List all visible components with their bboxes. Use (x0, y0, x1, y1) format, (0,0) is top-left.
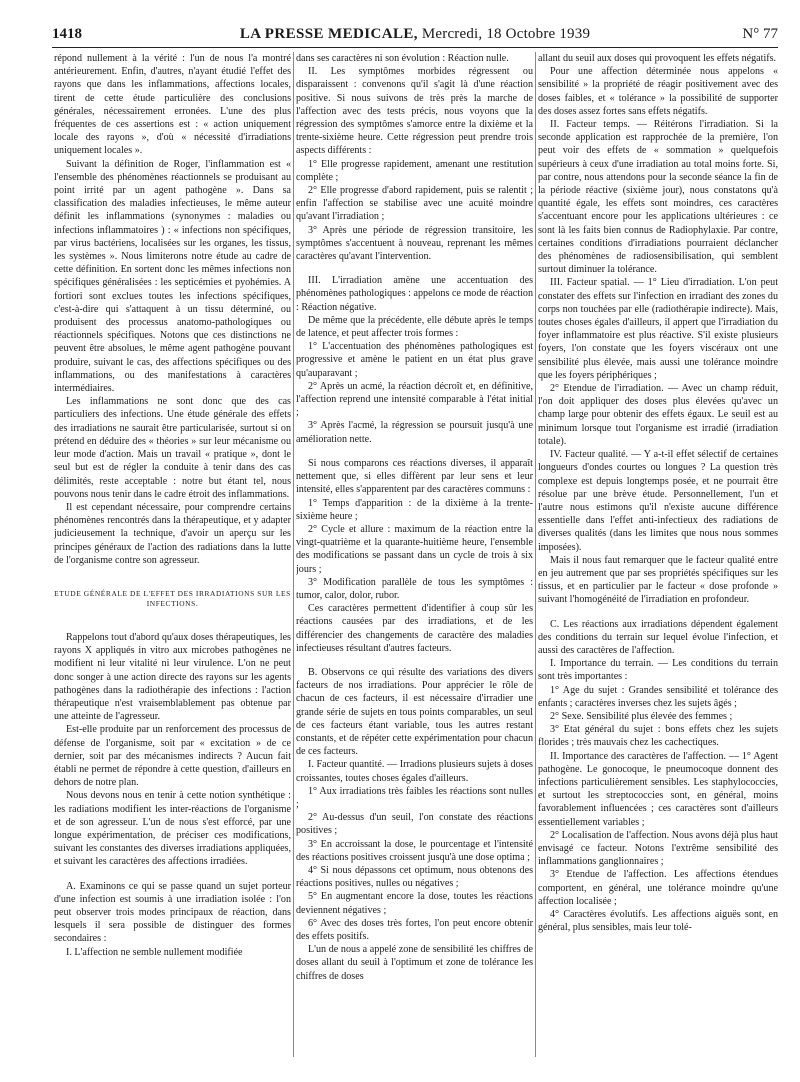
paragraph: 3° En accroissant la dose, le pourcentage et l'intensité des réactions positives croissent jusqu'à une dose optima ; (296, 838, 533, 863)
journal-masthead (52, 26, 778, 43)
paragraph: 4° Si nous dépassons cet optimum, nous obtenons des réactions positives, nulles ou négatives ; (296, 864, 533, 890)
paragraph: II. Les symptômes morbides régressent ou disparaissent : convenons qu'il s'agit là d'une réaction positive. Si nous suivons de très près la marche de l'affection avec des tests précis, nous voyons que la régression des symptômes s'amorce entre la dixième et la trente-sixième heure. Cette régression peut prendre trois aspects différents : (296, 66, 533, 157)
paragraph: 2° Elle progresse d'abord rapidement, puis se ralentit ; enfin l'affection se stabilise avec une acuité moindre qu'avant l'irradiation ; (296, 185, 533, 223)
paragraph: Rappelons tout d'abord qu'aux doses thérapeutiques, les rayons X appliqués in vitro aux microbes pathogènes ne modifient ni leur vitalité ni leur virulence. L'on ne peut donc songer à une action directe des rayons sur les agents pathogènes dans la radiothérapie des infections : l'action thérapeutique n'est vraisemblablement pas obtenue par une atteinte de l'agresseur. (54, 631, 291, 723)
paragraph: Les inflammations ne sont donc que des cas particuliers des infections. Une étude générale des effets des irradiations ne saurait être particularisée, surtout si on prétend en déduire des « théories » sur leur mécanisme ou leur mode d'action. Mais un travail « pratique », dont le seul but est de régler la conduite à tenir dans des cas délimités, reste acceptable : notre but étant tel, nous pouvons nous tenir dans le cadre étroit des inflammations. (54, 396, 291, 500)
paragraph: Suivant la définition de Roger, l'inflammation est « l'ensemble des phénomènes réactionnels se produisant au point irrité par un agent pathogène ». Dans sa classification des maladies infectieuses, le même auteur définit les inflammations (synonymes : maladies ou infections inflammatoires ) : « infections non spécifiques, par virus bactériens, localisées sur les organes, les tissus, les systèmes ». Nous limiterons notre étude au cadre de cette définition. En sortent donc les mêmes infections non spécifiques généralisées : les septicémies et pyohémies. A fortiori sont exclues toutes les infections spécifiques, c'est-à-dire qui s'attaquent à un tissu déterminé, ou produisent des processus anatomo-pathologiques ou réactionnels spécifiques. Notons que ces distinctions ne peuvent être absolues, le même agent pathogène pouvant produire, suivant le cas, des affections spécifiques ou des inflammations, ou des manifestations à caractères intermédiaires. (54, 158, 291, 395)
paragraph: 2° Cycle et allure : maximum de la réaction entre la vingt-quatrième et la quarante-huitième heure, l'ensemble des modifications se passant dans un cycle de trois à six jours ; (296, 523, 533, 575)
paragraph: 1° Temps d'apparition : de la dixième à la trente-sixième heure ; (296, 497, 533, 522)
paragraph: III. Facteur spatial. — 1° Lieu d'irradiation. L'on peut constater des effets sur l'infection en irradiant des zones du corps non touchées par elle (radiothérapie indirecte). Mais, toutes choses égales d'ailleurs, il appert que l'irradiation du foyer inflammatoire est plus réactive. S'il existe plusieurs foyers, l'on constate que les foyers viscéraux ont une sensibilité plus élevée, mais aussi une tolérance moindre que les foyers périphériques ; (538, 277, 778, 381)
paragraph: 1° L'accentuation des phénomènes pathologiques est progressive et amène le patient en un état plus grave qu'auparavant ; (296, 341, 533, 379)
paragraph: 2° Sexe. Sensibilité plus élevée des femmes ; (550, 710, 733, 722)
paragraph: allant du seuil aux doses qui provoquent les effets négatifs. (538, 53, 777, 64)
paragraph: 3° Modification parallèle de tous les symptômes : tumor, calor, dolor, rubor. (296, 576, 533, 601)
paragraph: A. Examinons ce qui se passe quand un sujet porteur d'une infection est soumis à une irradiation isolée : l'on peut observer trois modes principaux de réaction, dans lesquels il sera possible de distinguer des formes secondaires : (54, 880, 291, 945)
paragraph: Nous devons nous en tenir à cette notion synthétique : les radiations modifient les inter-réactions de l'organisme et de son agresseur. L'un de nous s'est efforcé, par une longue expérimentation, de préciser ces modifications, suivant les constantes des diverses irradiations appliquées, et suivant les caractères des affections irradiées. (54, 790, 291, 868)
paragraph: 3° Après l'acmé, la régression se poursuit jusqu'à une amélioration nette. (296, 420, 533, 445)
paragraph: De même que la précédente, elle débute après le temps de latence, et peut affecter trois formes : (296, 314, 533, 340)
page-header (52, 26, 778, 48)
paragraph: 1° Age du sujet : Grandes sensibilité et tolérance des enfants ; caractères inverses chez les sujets âgés ; (538, 684, 778, 709)
paragraph: II. Facteur temps. — Réitérons l'irradiation. Si la seconde application est rapprochée de la première, l'on peut voir des effets de « sommation » quelquefois supérieurs à ceux d'une irradiation au total moins forte. Si, par contre, nous attendons pour la seconde séance la fin de la période réactive (sixième jour), nous constatons qu'à quantité égale, les effets sont moindres, ces caractères s'accentuant encore pour les applications ultérieures : ce sont là les faits bien connus de Radiophylaxie. Par contre, certaines conditions d'irradiations pourraient déclancher des phénomènes de radiosensibilisation, qui semblent surtout diminuer la tolérance. (538, 119, 778, 276)
paragraph: II. Importance des caractères de l'affection. — 1° Agent pathogène. Le gonocoque, le pneumocoque donnent des infections particulièrement sensibles. Les staphylococcies, et surtout les streptococcies sont, en général, moins favorablement influencées ; ces caractères sont d'ailleurs essentiellement variables ; (538, 750, 778, 828)
paragraph: 1° Elle progresse rapidement, amenant une restitution complète ; (296, 158, 533, 183)
paragraph: dans ses caractères ni son évolution : Réaction nulle. (296, 53, 509, 64)
paragraph: 5° En augmentant encore la dose, toutes les réactions deviennent négatives ; (296, 891, 533, 916)
paragraph: 6° Avec des doses très fortes, l'on peut encore obtenir des effets positifs. (296, 917, 533, 942)
paragraph: I. Facteur quantité. — Irradions plusieurs sujets à doses croissantes, toutes choses égales d'ailleurs. (296, 759, 533, 784)
paragraph: 2° Localisation de l'affection. Nous avons déjà plus haut envisagé ce facteur. Notons l'extrême sensibilité des inflammations ganglionnaires ; (538, 829, 778, 868)
column-2 (296, 52, 536, 1057)
paragraph: 3° Etendue de l'affection. Les affections étendues comportent, en général, une tolérance moindre qu'une affection localisée ; (538, 869, 778, 907)
paragraph: 2° Au-dessus d'un seuil, l'on constate des réactions positives ; (296, 812, 533, 837)
paragraph: I. L'affection ne semble nullement modifiée (66, 946, 243, 958)
paragraph: répond nullement à la vérité : l'un de nous l'a montré antérieurement. Enfin, d'autres, n'ayant étudié l'effet des rayons que dans les inflammations, affections locales, tirent de cette étude particulière des conclusions générales, nécessairement erronées. L'une des plus fréquentes de ces assertions est : « action uniquement locale des rayons », d'où « nécessité d'irradiations uniquement locales ». (54, 53, 291, 157)
section-heading: ETUDE GÉNÉRALE DE L'EFFET DES IRRADIATIONS SUR LES INFECTIONS. (54, 588, 291, 608)
paragraph: Il est cependant nécessaire, pour comprendre certains phénomènes rencontrés dans la thérapeutique, et y adapter judicieusement la technique, d'avoir un aperçu sur les principes généraux de l'action des radiations dans la lutte de l'organisme contre son agresseur. (54, 501, 291, 566)
paragraph: 2° Etendue de l'irradiation. — Avec un champ réduit, l'on doit appliquer des doses plus élevées qu'avec un champ large pour obtenir des effets égaux. Le seuil est au minimum lorsque tout l'organisme est irradié (irradiation totale). (538, 383, 778, 447)
paragraph: 1° Aux irradiations très faibles les réactions sont nulles ; (296, 785, 533, 810)
issue-date: Mercredi, 18 Octobre 1939 (421, 26, 591, 42)
paragraph: 4° Caractères évolutifs. Les affections aiguës sont, en général, plus sensibles, mais leur tolé- (538, 909, 778, 934)
paragraph: Si nous comparons ces réactions diverses, il apparaît nettement que, si elles diffèrent par leur sens et leur intensité, elles s'apparentent par des caractères communs : (296, 457, 533, 496)
column-1 (54, 52, 294, 1057)
paragraph: B. Observons ce qui résulte des variations des divers facteurs de nos irradiations. Pour apprécier le rôle de chacun de ces facteurs, il est nécessaire d'irradier une grande série de sujets en tous points comparables, un seul de ces facteurs étant variable, tous les autres restant constants, et de répéter cette expérimentation pour chacun de ces facteurs. (296, 666, 533, 758)
paragraph: III. L'irradiation amène une accentuation des phénomènes pathologiques : appelons ce mode de réaction : Réaction négative. (296, 275, 533, 313)
journal-name: LA PRESSE MEDICALE, (239, 26, 418, 42)
page-number: 1418 (52, 26, 82, 42)
header-rule (52, 47, 778, 48)
paragraph: Ces caractères permettent d'identifier à coup sûr les réactions causées par des irradiations, et de les différencier des changements de caractère des maladies infectieuses résultant d'autres facteurs. (296, 603, 533, 654)
paragraph: 2° Après un acmé, la réaction décroît et, en définitive, l'affection reprend une intensité comparable à l'état initial ; (296, 380, 533, 419)
paragraph: Pour une affection déterminée nous appelons « sensibilité » la propriété de réagir positivement avec des doses faibles, et « tolérance » la possibilité de supporter des doses assez fortes sans effets négatifs. (538, 66, 778, 117)
paragraph: Mais il nous faut remarquer que le facteur qualité entre en jeu autrement que par ses propriétés spécifiques sur les tissus, et en particulier par le facteur « dose profonde » suivant l'homogénéité de l'irradiation en profondeur. (538, 554, 778, 606)
paragraph: Est-elle produite par un renforcement des processus de défense de l'organisme, soit par « excitation » de ce dernier, soit par des mécanismes indirects ? Aucun fait établi ne permet de répondre à cette question, d'ailleurs en dehors de notre plan. (54, 724, 291, 789)
issue-number: N° 77 (742, 26, 778, 42)
paragraph: 3° Etat général du sujet : bons effets chez les sujets florides ; très mauvais chez les cachectiques. (538, 724, 778, 749)
paragraph: 3° Après une période de régression transitoire, les symptômes s'accentuent à nouveau, reprenant les mêmes caractères qu'avant l'intervention. (296, 224, 533, 263)
paragraph: C. Les réactions aux irradiations dépendent également des conditions du terrain sur lequel évolue l'infection, et aussi des caractères de l'affection. (538, 618, 778, 656)
paragraph: L'un de nous a appelé zone de sensibilité les chiffres de doses allant du seuil à l'optimum et zone de tolérance les chiffres de doses (296, 944, 533, 982)
paragraph: I. Importance du terrain. — Les conditions du terrain sont très importantes : (538, 658, 778, 683)
column-3 (538, 52, 778, 1057)
paragraph: IV. Facteur qualité. — Y a-t-il effet sélectif de certaines longueurs d'ondes courtes ou longues ? La question très complexe est depuis longtemps posée, et ne pourrait être résolue par une brève étude. Personnellement, l'un et l'autre nous estimons qu'il n'existe aucune différence essentielle dans l'effet anti-infectieux des radiations de diverses qualités (dans les limites que nous nous sommes imposées). (538, 449, 778, 553)
